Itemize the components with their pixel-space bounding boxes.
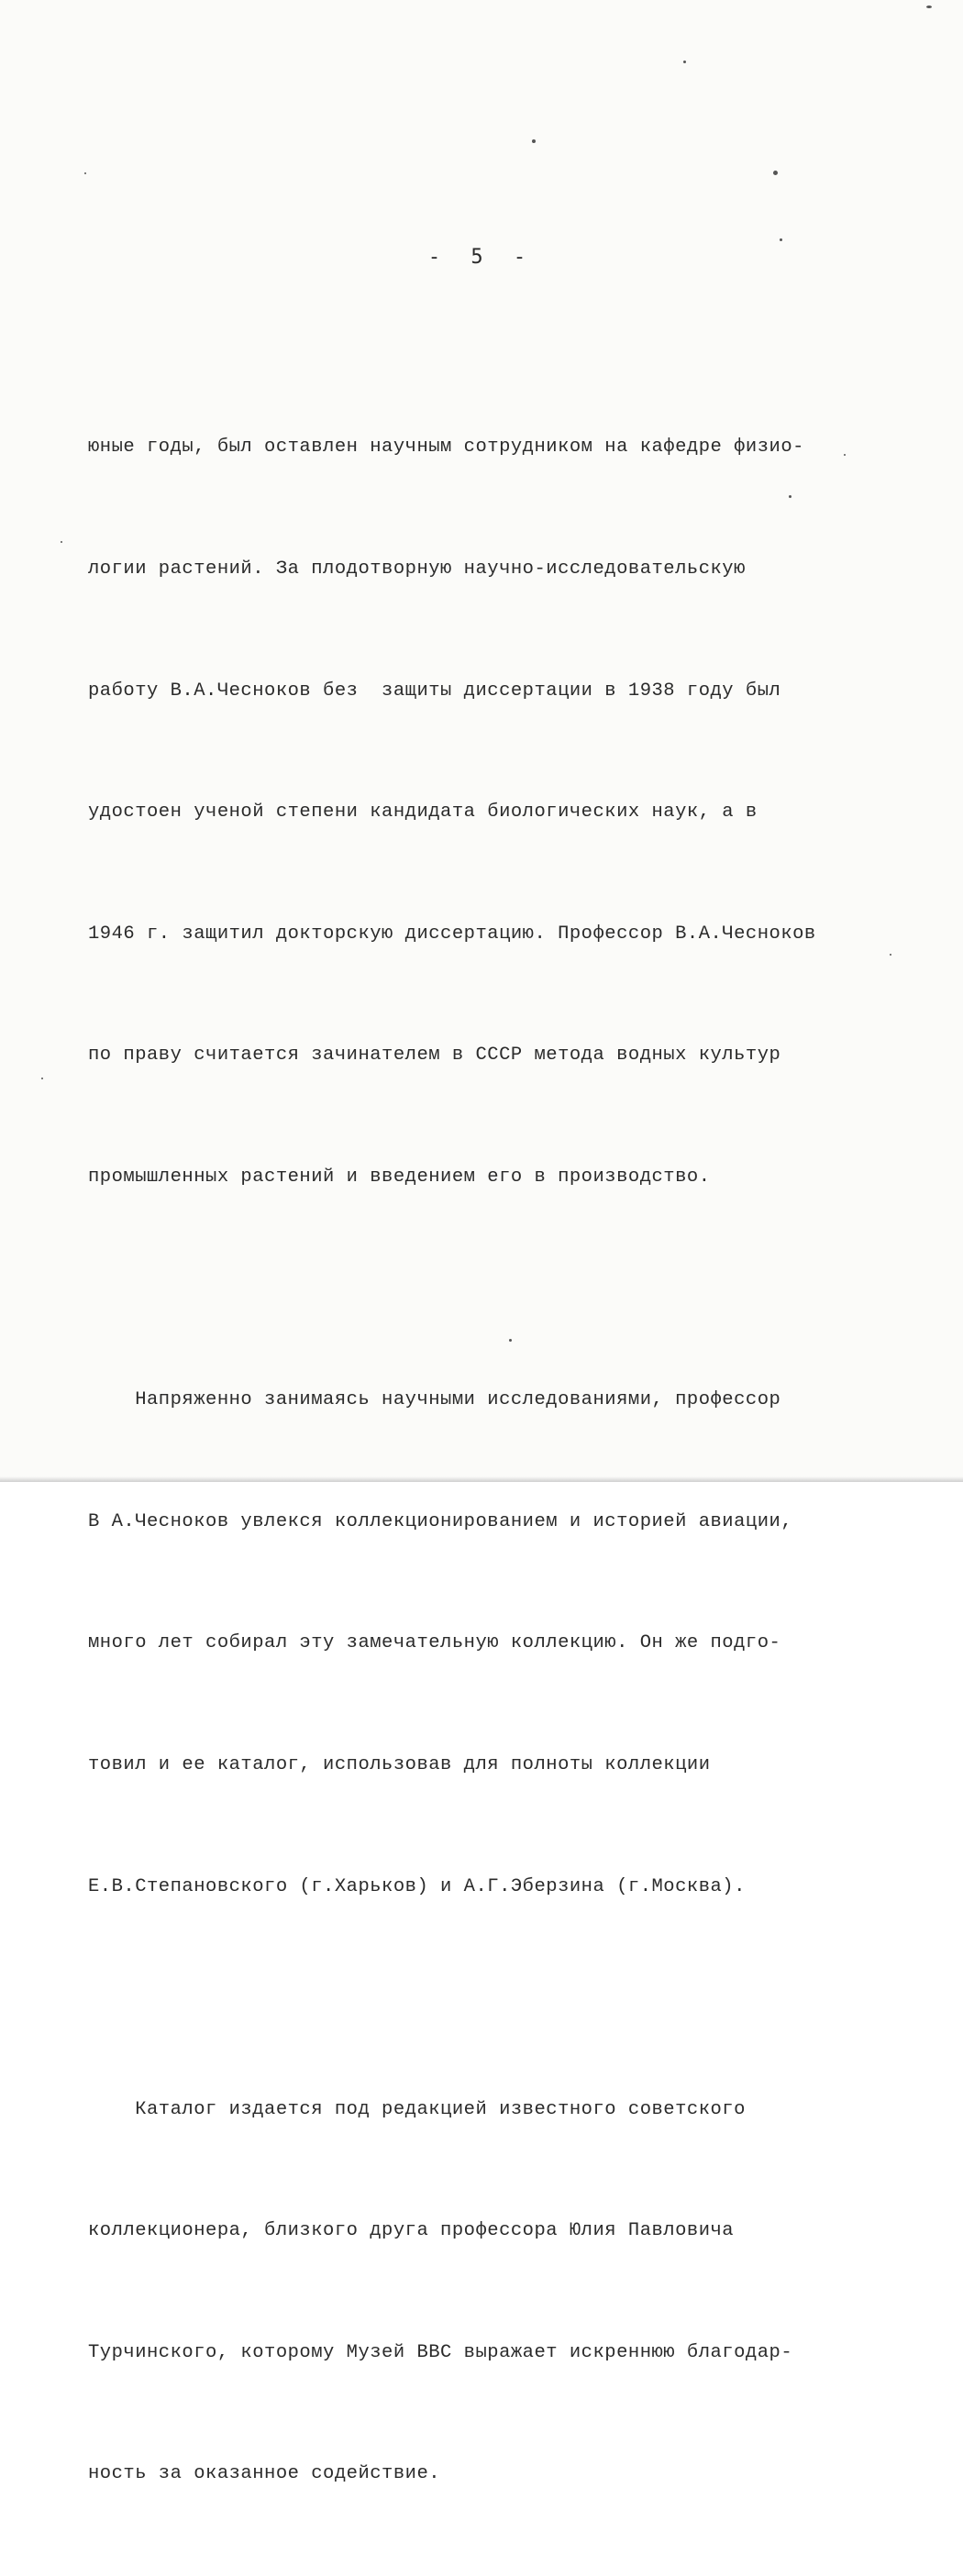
scan-speck (926, 6, 932, 8)
paragraph-1 (88, 347, 895, 1279)
scan-speck (890, 954, 891, 956)
scan-speck (773, 171, 778, 175)
text-line: ность за оказанное содействие. (88, 2463, 441, 2485)
scan-speck (683, 61, 686, 63)
paragraph-spacer (88, 1279, 895, 1299)
paragraph-2 (88, 1299, 895, 1988)
text-line: логии растений. За плодотворную научно-исследовательскую (88, 558, 746, 580)
text-line: Напряженно занимаясь научными исследованиями, профессор (88, 1389, 781, 1411)
text-line: Турчинского, которому Музей ВВС выражает искреннюю благодар- (88, 2341, 793, 2363)
page-edge (0, 1476, 963, 1482)
scan-speck (780, 238, 782, 241)
text-line: В А.Чесноков увлекся коллекционированием и историей авиации, (88, 1510, 793, 1532)
text-line: коллекционера, близкого друга профессора Юлия Павловича (88, 2220, 735, 2242)
scan-speck (41, 1078, 43, 1079)
text-line: промышленных растений и введением его в производство. (88, 1166, 711, 1188)
text-line: Е.В.Степановского (г.Харьков) и А.Г.Эберзина (г.Москва). (88, 1875, 746, 1897)
paragraph-spacer (88, 1988, 895, 2008)
scan-speck (789, 495, 791, 498)
text-line: удостоен ученой степени кандидата биологических наук, а в (88, 802, 758, 824)
scan-speck (84, 172, 86, 174)
text-line: юные годы, был оставлен научным сотрудником на кафедре физио- (88, 437, 804, 459)
text-line: 1946 г. защитил докторскую диссертацию. Профессор В.А.Чесноков (88, 923, 816, 945)
scan-speck (532, 139, 536, 143)
text-line: Каталог издается под редакцией известного советского (88, 2098, 746, 2120)
body-text (88, 347, 895, 2576)
page-number: - 5 - (427, 246, 536, 269)
text-line: по праву считается зачинателем в СССР метода водных культур (88, 1045, 781, 1067)
scan-speck (61, 541, 62, 543)
scan-speck (844, 454, 846, 456)
scan-speck (509, 1339, 512, 1342)
text-line: много лет собирал эту замечательную коллекцию. Он же подго- (88, 1632, 781, 1654)
paragraph-3 (88, 2008, 895, 2576)
text-line: товил и ее каталог, использовав для полноты коллекции (88, 1753, 711, 1775)
text-line: работу В.А.Чесноков без защиты диссертации в 1938 году был (88, 680, 781, 702)
